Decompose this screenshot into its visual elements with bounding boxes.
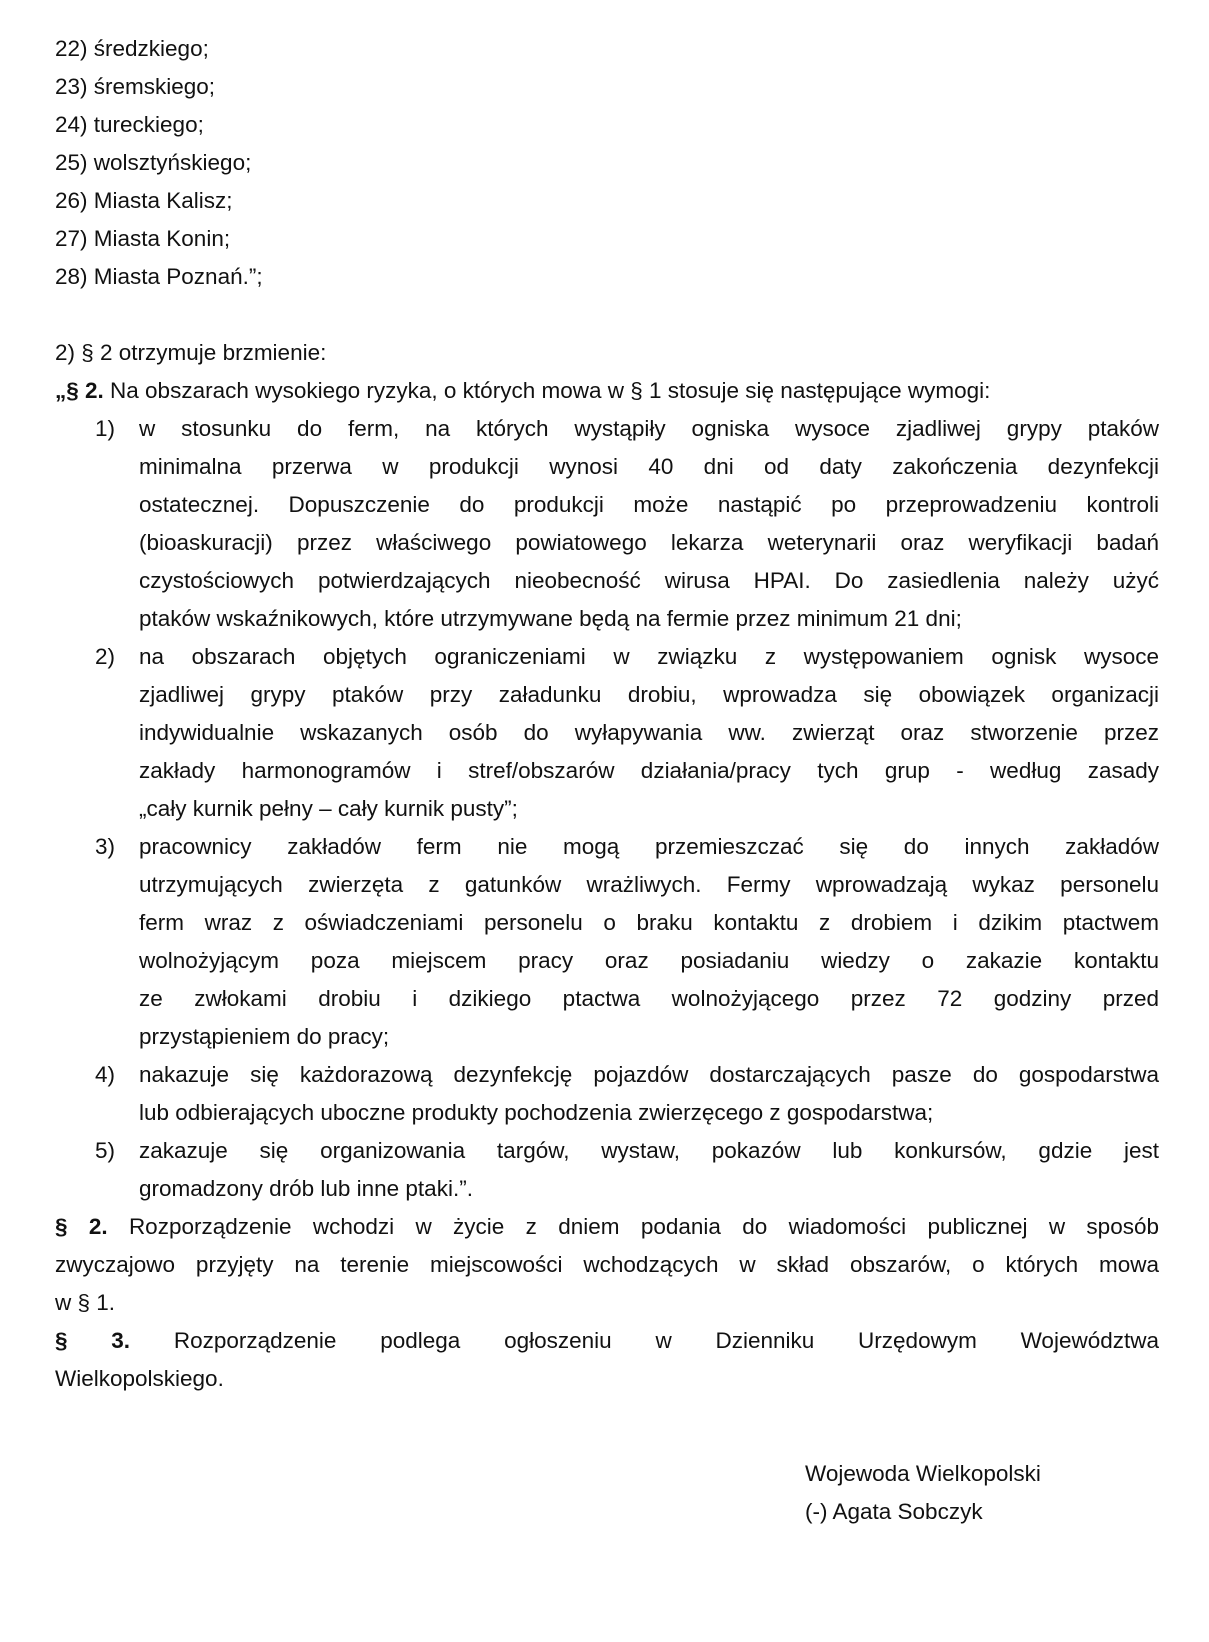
requirement-line: wolnożyjącym poza miejscem pracy oraz posiadaniu wiedzy o zakazie kontaktu	[139, 948, 1159, 973]
requirement-line: na obszarach objętych ograniczeniami w związku z występowaniem ognisk wysoce	[139, 644, 1159, 669]
requirement-line: zjadliwej grypy ptaków przy załadunku drobiu, wprowadza się obowiązek organizacji	[139, 682, 1159, 707]
signature-block	[805, 1455, 1041, 1531]
requirement-line: „cały kurnik pełny – cały kurnik pusty”;	[139, 796, 518, 821]
requirement-item-1	[55, 410, 1159, 638]
requirement-line: pracownicy zakładów ferm nie mogą przemieszczać się do innych zakładów	[139, 834, 1159, 859]
section-2-quote-label: „§ 2.	[55, 378, 104, 403]
requirement-line: utrzymujących zwierzęta z gatunków wrażliwych. Fermy wprowadzają wykaz personelu	[139, 872, 1159, 897]
requirement-line: ptaków wskaźnikowych, które utrzymywane będą na fermie przez minimum 21 dni;	[139, 606, 962, 631]
requirement-item-4	[55, 1056, 1159, 1132]
section-2-quote-text: Na obszarach wysokiego ryzyka, o których mowa w § 1 stosuje się następujące wymogi:	[103, 378, 991, 403]
list-item: 26) Miasta Kalisz;	[55, 188, 233, 213]
requirement-number: 2)	[95, 644, 116, 669]
section-2	[55, 1208, 1159, 1322]
section-text: Rozporządzenie podlega ogłoszeniu w Dzienniku Urzędowym Województwa	[130, 1328, 1159, 1353]
requirement-item-2	[55, 638, 1159, 828]
requirement-number: 5)	[95, 1138, 116, 1163]
requirement-line: lub odbierających uboczne produkty pochodzenia zwierzęcego z gospodarstwa;	[139, 1100, 934, 1125]
list-item: 28) Miasta Poznań.”;	[55, 264, 263, 289]
section-line: zwyczajowo przyjęty na terenie miejscowości wchodzących w skład obszarów, o których mowa	[55, 1252, 1159, 1277]
list-item: 25) wolsztyńskiego;	[55, 150, 252, 175]
signature-title: Wojewoda Wielkopolski	[805, 1461, 1041, 1486]
section-line: w § 1.	[55, 1290, 116, 1315]
list-item: 24) tureckiego;	[55, 112, 204, 137]
requirement-line: czystościowych potwierdzających nieobecność wirusa HPAI. Do zasiedlenia należy użyć	[139, 568, 1159, 593]
requirement-line: minimalna przerwa w produkcji wynosi 40 dni od daty zakończenia dezynfekcji	[139, 454, 1159, 479]
requirement-line: zakazuje się organizowania targów, wystaw, pokazów lub konkursów, gdzie jest	[139, 1138, 1159, 1163]
requirement-number: 4)	[95, 1062, 116, 1087]
amendment-intro: 2) § 2 otrzymuje brzmienie:	[55, 340, 327, 365]
requirement-line: w stosunku do ferm, na których wystąpiły ogniska wysoce zjadliwej grypy ptaków	[139, 416, 1159, 441]
requirement-number: 1)	[95, 416, 116, 441]
requirement-line: indywidualnie wskazanych osób do wyłapywania ww. zwierząt oraz stworzenie przez	[139, 720, 1159, 745]
requirement-line: przystąpieniem do pracy;	[139, 1024, 390, 1049]
section-line	[55, 1208, 1159, 1246]
section-line: Wielkopolskiego.	[55, 1366, 224, 1391]
document-page	[55, 30, 1159, 1398]
requirement-item-3	[55, 828, 1159, 1056]
spacer	[55, 296, 1159, 334]
list-item: 23) śremskiego;	[55, 74, 216, 99]
requirements-list	[55, 410, 1159, 1208]
list-item: 27) Miasta Konin;	[55, 226, 231, 251]
section-3	[55, 1322, 1159, 1398]
section-text: Rozporządzenie wchodzi w życie z dniem podania do wiadomości publicznej w sposób	[107, 1214, 1159, 1239]
requirement-line: ferm wraz z oświadczeniami personelu o braku kontaktu z drobiem i dzikim ptactwem	[139, 910, 1159, 935]
requirement-line: nakazuje się każdorazową dezynfekcję pojazdów dostarczających pasze do gospodarstwa	[139, 1062, 1159, 1087]
section-2-label: § 2.	[55, 1214, 108, 1239]
section-3-label: § 3.	[55, 1328, 131, 1353]
signature-name: (-) Agata Sobczyk	[805, 1499, 983, 1524]
section-2-quote-heading	[55, 372, 1159, 410]
requirement-line: gromadzony drób lub inne ptaki.”.	[139, 1176, 473, 1201]
requirement-number: 3)	[95, 834, 116, 859]
requirement-item-5	[55, 1132, 1159, 1208]
section-line	[55, 1322, 1159, 1360]
requirement-line: (bioaskuracji) przez właściwego powiatowego lekarza weterynarii oraz weryfikacji badań	[139, 530, 1159, 555]
requirement-line: ostatecznej. Dopuszczenie do produkcji może nastąpić po przeprowadzeniu kontroli	[139, 492, 1159, 517]
county-list-continuation	[55, 30, 1159, 296]
list-item: 22) średzkiego;	[55, 36, 209, 61]
requirement-line: ze zwłokami drobiu i dzikiego ptactwa wolnożyjącego przez 72 godziny przed	[139, 986, 1159, 1011]
requirement-line: zakłady harmonogramów i stref/obszarów działania/pracy tych grup - według zasady	[139, 758, 1159, 783]
